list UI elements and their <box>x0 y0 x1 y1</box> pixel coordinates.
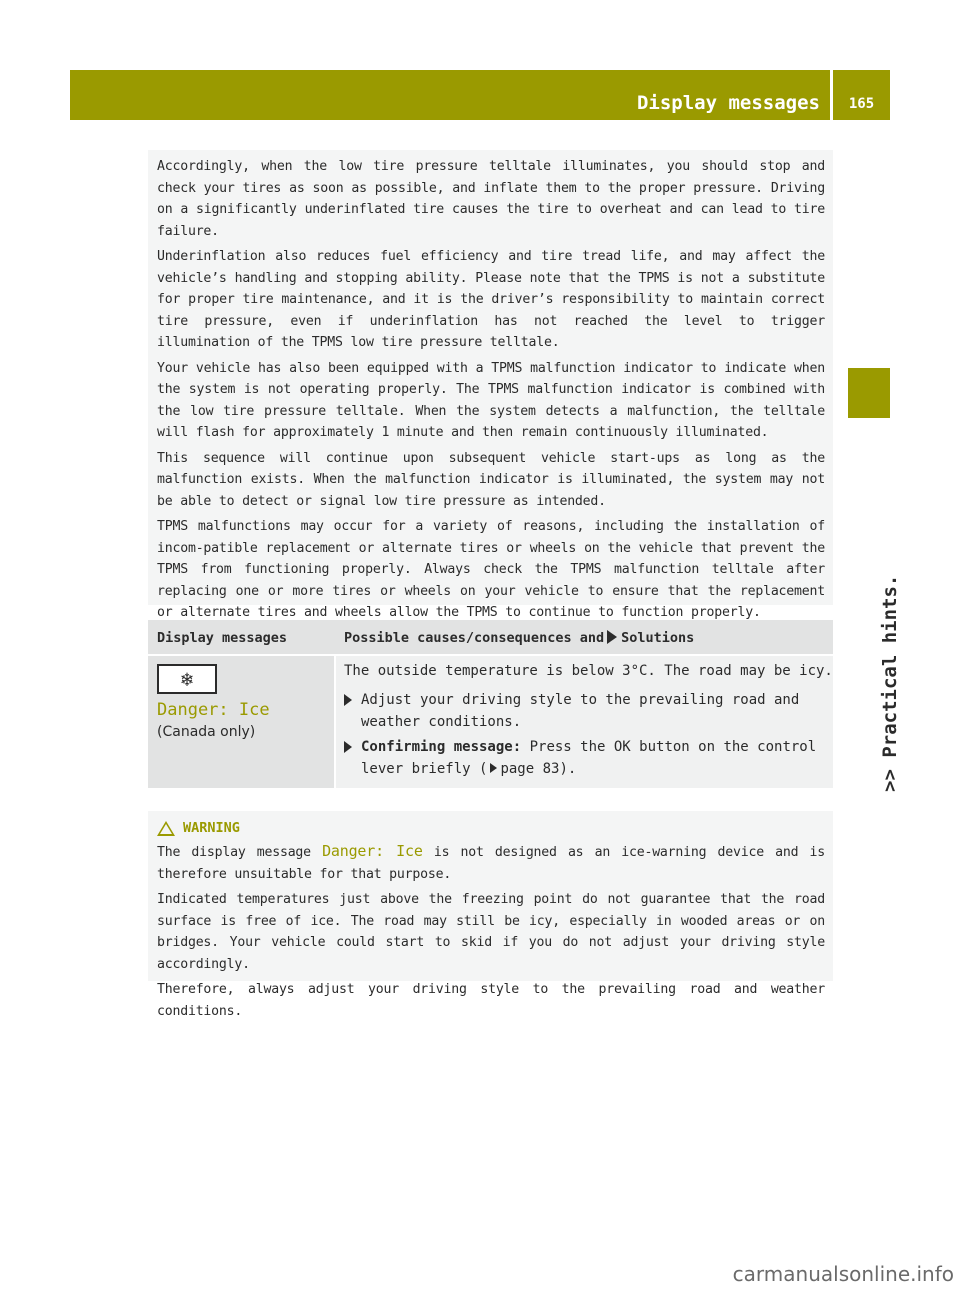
page-reference-icon <box>490 763 497 773</box>
solution-item <box>344 736 829 780</box>
warning-paragraph: Indicated temperatures just above the freezing point do not guarantee that the road surface is free of ice. The road may still be icy, especially in wooded areas or on bridges. Your vehicle could start to skid if you do not adjust your driving style accordingly. <box>157 892 825 972</box>
bullet-arrow-icon <box>344 694 352 706</box>
header-bar <box>70 70 830 120</box>
table-cell-solutions <box>336 656 833 788</box>
solution-text: Adjust your driving style to the prevailing road and weather conditions. <box>361 692 800 730</box>
column-header-display-messages: Display messages <box>157 630 288 646</box>
confirming-text: Press the OK button on the control lever briefly ( <box>361 739 817 777</box>
watermark: carmanualsonline.info <box>732 1262 954 1286</box>
page-number: 165 <box>833 70 890 120</box>
column-header-causes-text: Possible causes/consequences and <box>344 630 605 646</box>
bullet-arrow-icon <box>344 741 352 753</box>
warning-triangle-icon <box>157 821 175 836</box>
intro-paragraph: Your vehicle has also been equipped with a TPMS malfunction indicator to indicate when the system is not operating properly. The TPMS malfunction indicator is combined with the low tire pressure telltale. When the system detects a malfunction, the telltale will flash for approximately 1 minute and then remain continuously illuminated. <box>157 360 825 440</box>
inline-display-message: Danger: Ice <box>322 842 423 860</box>
table-header <box>148 620 833 654</box>
column-header-solutions-text: Solutions <box>621 630 695 646</box>
confirming-label: Confirming message: <box>361 739 522 755</box>
warning-section <box>148 811 833 1019</box>
display-message-text: Danger: Ice <box>157 700 270 720</box>
page-reference-link[interactable]: page 83 <box>500 761 560 777</box>
page-title: Display messages <box>636 92 820 114</box>
intro-section <box>148 150 833 620</box>
side-section-text: >> Practical hints. <box>879 574 901 792</box>
intro-paragraph: Underinflation also reduces fuel efficiency and tire tread life, and may affect the vehicle’s handling and stopping ability. Please note that the TPMS is not a substitute for proper tire maintenance, and it is the driver’s responsibility to maintain correct tire pressure, even if underinflation has not reached the level to trigger illumination of the TPMS low tire pressure telltale. <box>157 249 825 350</box>
intro-paragraph: Accordingly, when the low tire pressure telltale illuminates, you should stop and check your tires as soon as possible, and inflate them to the proper pressure. Driving on a significantly underinflated tire causes the tire to overheat and can lead to tire failure. <box>157 159 825 239</box>
cause-text: The outside temperature is below 3°C. The road may be icy. <box>344 663 833 679</box>
solution-text <box>344 736 829 780</box>
warning-p1-before: The display message <box>157 845 323 860</box>
arrow-right-icon <box>607 630 617 644</box>
intro-paragraph: This sequence will continue upon subsequent vehicle start-ups as long as the malfunction exists. When the malfunction indicator is illuminated, the system may not be able to detect or signal low tire pressure as intended. <box>157 450 825 509</box>
table-cell-message <box>148 656 334 788</box>
warning-paragraph <box>157 841 825 885</box>
solution-item <box>344 689 829 733</box>
warning-heading <box>157 817 825 839</box>
warning-p1-after: is not designed as an ice-warning device and is therefore unsuitable for that purpose. <box>157 845 826 882</box>
side-section-label <box>845 430 901 830</box>
confirming-end: ). <box>559 761 577 777</box>
snowflake-icon: ❄ <box>157 664 217 694</box>
warning-title: WARNING <box>183 820 240 836</box>
intro-paragraph: TPMS malfunctions may occur for a variety of reasons, including the installation of incom-patible replacement or alternate tires or wheels on the vehicle that prevent the TPMS from functioning properly. Always check the TPMS malfunction telltale after replacing one or more tires or wheels on your vehicle to ensure that the replacement or alternate tires and wheels allow the TPMS to continue to function properly. <box>157 519 825 620</box>
column-header-causes <box>344 630 694 646</box>
region-note: (Canada only) <box>157 724 256 740</box>
side-tab-marker <box>848 368 890 418</box>
warning-paragraph: Therefore, always adjust your driving style to the prevailing road and weather conditions. <box>157 982 825 1019</box>
